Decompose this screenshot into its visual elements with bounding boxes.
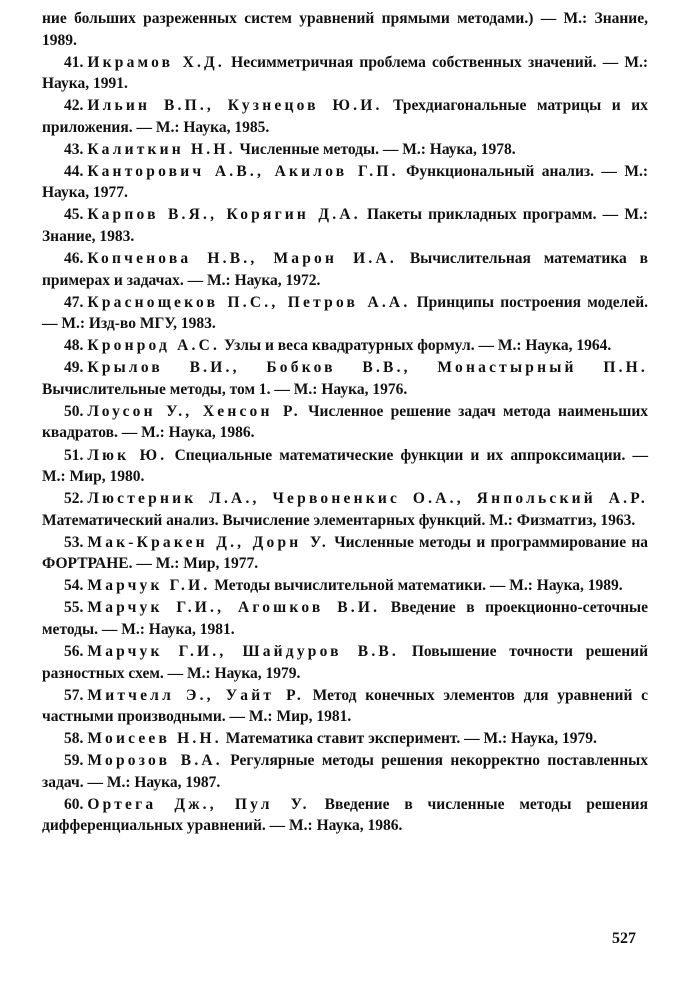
bibliography-entry-56 (42, 641, 648, 684)
entry-number: 55. (64, 599, 84, 617)
bibliography-entry-45 (42, 204, 648, 247)
entry-authors: Икрамов Х.Д. (87, 53, 225, 71)
bibliography-entry-47 (42, 292, 648, 335)
entry-text: Трехдиагональные матрицы и их приложения. — М.: Наука, 1985. (42, 97, 648, 136)
entry-number: 43. (64, 140, 84, 158)
entry-text: Регулярные методы решения некорректно поставленных задач. — М.: Наука, 1987. (42, 752, 648, 791)
bibliography-entry-58 (42, 728, 648, 750)
entry-text: Математика ставит эксперимент. — М.: Наука, 1979. (225, 730, 597, 748)
entry-text: Математический анализ. Вычисление элементарных функций. М.: Физматгиз, 1963. (42, 511, 636, 529)
entry-authors: Лоусон У., Хенсон Р. (87, 402, 301, 420)
entry-text: Метод конечных элементов для уравнений с частными производными. — М.: Мир, 1981. (42, 686, 648, 726)
entry-number: 42. (64, 97, 84, 115)
continuation-text: ние больших разреженных систем уравнений прямыми методами.) — М.: Знание, 1989. (42, 10, 648, 49)
bibliography-entry-60 (42, 794, 648, 837)
bibliography-entry-53 (42, 532, 648, 575)
entry-number: 48. (64, 337, 84, 355)
entry-text: Специальные математические функции и их аппроксимации. — М.: Мир, 1980. (42, 446, 649, 486)
entry-text: Методы вычислительной математики. — М.: Наука, 1989. (214, 577, 623, 595)
bibliography-entry-52 (42, 488, 648, 531)
bibliography-entry-48 (42, 335, 648, 357)
entry-authors: Морозов В.А. (87, 752, 223, 770)
bibliography-entry-50 (42, 401, 648, 444)
entry-number: 57. (64, 686, 84, 704)
entry-authors: Марчук Г.И., Агошков В.И. (87, 599, 381, 617)
entry-authors: Калиткин Н.Н. (87, 140, 236, 158)
entry-number: 51. (64, 446, 84, 464)
entry-number: 46. (64, 250, 84, 268)
entry-authors: Ильин В.П., Кузнецов Ю.И. (87, 97, 383, 115)
entry-text: Введение в проекционно-сеточные методы. — М.: Наука, 1981. (42, 599, 649, 638)
entry-text: Повышение точности решений разностных схем. — М.: Наука, 1979. (42, 643, 649, 682)
bibliography-entry-55 (42, 597, 648, 640)
entry-number: 44. (64, 162, 84, 180)
entry-number: 45. (64, 206, 84, 224)
entry-authors: Краснощеков П.С., Петров А.А. (87, 293, 411, 311)
entry-text: Численные методы и программирование на ФОРТРАНЕ. — М.: Мир, 1977. (42, 533, 649, 573)
entry-number: 60. (64, 795, 84, 813)
entry-text: Несимметричная проблема собственных значений. — М.: Наука, 1991. (42, 53, 649, 93)
entry-number: 56. (64, 643, 84, 660)
entry-number: 49. (64, 359, 84, 377)
entry-text: Вычислительная математика в примерах и задачах. — М.: Наука, 1972. (42, 250, 649, 289)
entry-number: 54. (64, 577, 84, 595)
entry-authors: Копченова Н.В., Марон И.А. (87, 250, 397, 268)
bibliography-entry-43 (42, 139, 648, 161)
bibliography-entry-51 (42, 445, 648, 488)
page-number: 527 (612, 930, 636, 947)
bibliography-entry-41 (42, 52, 648, 95)
entry-text: Принципы построения моделей. — М.: Изд-во МГУ, 1983. (42, 293, 648, 333)
entry-authors: Кронрод А.С. (87, 337, 221, 355)
entry-text: Введение в численные методы решения дифференциальных уравнений. — М.: Наука, 1986. (42, 795, 648, 835)
entry-authors: Мак-Кракен Д., Дорн У. (87, 533, 329, 551)
entry-number: 59. (64, 752, 84, 770)
entry-text: Пакеты прикладных программ. — М.: Знание, 1983. (42, 206, 648, 245)
entry-text: Численное решение задач метода наименьших квадратов. — М.: Наука, 1986. (42, 402, 648, 442)
entry-authors: Митчелл Э., Уайт Р. (87, 686, 304, 704)
entry-authors: Канторович А.В., Акилов Г.П. (87, 162, 399, 180)
entry-text: Функциональный анализ. — М.: Наука, 1977. (42, 162, 648, 202)
entry-authors: Марчук Г.И. (87, 577, 211, 595)
entry-text: Узлы и веса квадратурных формул. — М.: Наука, 1964. (223, 337, 612, 355)
entry-number: 47. (64, 293, 84, 311)
bibliography-list (42, 8, 648, 837)
entry-number: 52. (64, 490, 84, 508)
bibliography-entry-54 (42, 575, 648, 597)
bibliography-entry-44 (42, 161, 648, 204)
bibliography-entry-42 (42, 95, 648, 138)
entry-authors: Люк Ю. (87, 446, 168, 464)
entry-authors: Крылов В.И., Бобков В.В., Монастырный П.Н. (87, 359, 648, 377)
entry-number: 50. (64, 402, 84, 420)
bibliography-entry-59 (42, 750, 648, 793)
entry-authors: Карпов В.Я., Корягин Д.А. (87, 206, 361, 224)
entry-text: Численные методы. — М.: Наука, 1978. (239, 140, 516, 158)
bibliography-entry-49 (42, 357, 648, 400)
entry-authors: Моисеев Н.Н. (87, 730, 222, 748)
entry-number: 41. (64, 53, 84, 71)
bibliography-entry-46 (42, 248, 648, 291)
bibliography-entry-57 (42, 685, 648, 728)
entry-authors: Марчук Г.И., Шайдуров В.В. (87, 643, 400, 660)
entry-number: 53. (64, 533, 84, 551)
entry-number: 58. (64, 730, 84, 748)
entry-text: Вычислительные методы, том 1. — М.: Наука, 1976. (42, 380, 408, 398)
entry-authors: Люстерник Л.А., Червоненкис О.А., Янпольский А.Р. (87, 490, 648, 508)
entry-authors: Ортега Дж., Пул У. (87, 795, 310, 813)
